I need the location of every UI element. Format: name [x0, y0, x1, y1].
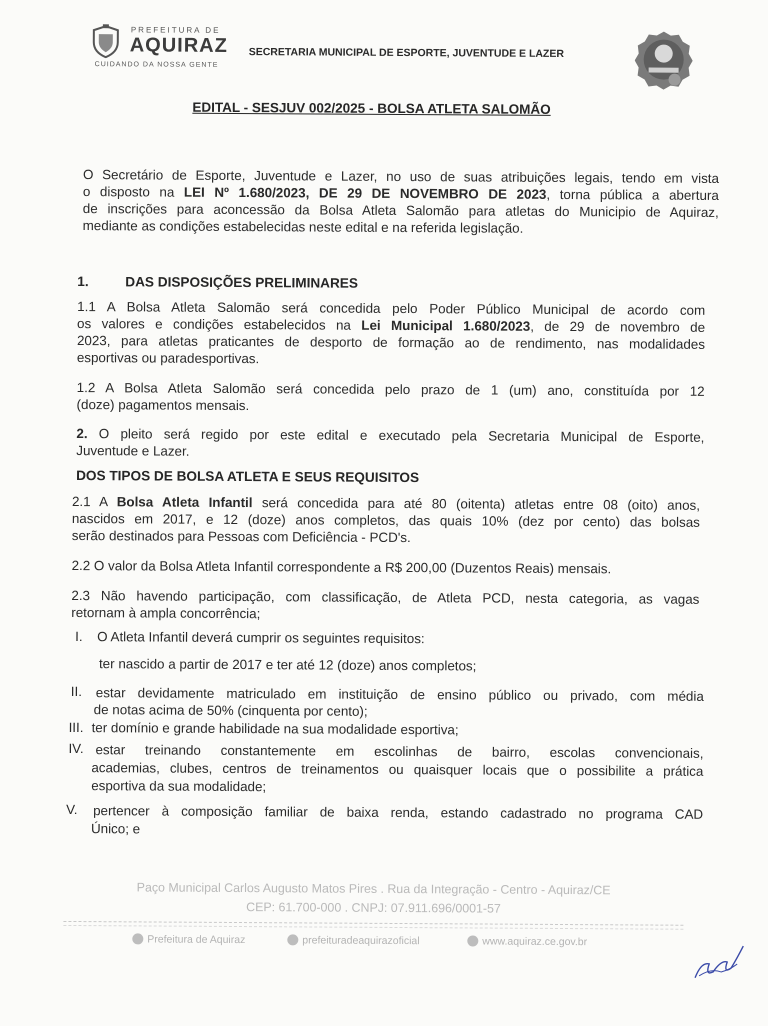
section-2-heading: DOS TIPOS DE BOLSA ATLETA E SEUS REQUISITOS	[76, 468, 420, 486]
footer-website[interactable]	[467, 935, 587, 948]
requirement-V-line-2: Único; e	[90, 821, 141, 837]
clause-1-2-line-1: 1.2 A Bolsa Atleta Salomão será concedida pelo prazo de 1 (um) ano, constituída por 12	[76, 380, 705, 399]
requirement-III-line-1: ter domínio e grande habilidade na sua modalidade esportiva;	[91, 720, 459, 738]
footer-instagram[interactable]	[287, 934, 419, 947]
clause-2-1-line-3: serão destinados para Pessoas com Deficiência - PCD's.	[71, 527, 411, 546]
section-1-number: 1.	[77, 274, 89, 290]
requirement-I-line-1: O Atleta Infantil deverá cumprir os seguintes requisitos:	[97, 629, 425, 647]
requirement-IV-line-2: academias, clubes, centros de treinamentos ou quaisquer locais que o possibilite a prática	[91, 760, 704, 779]
clause-2-1-line-1: 2.1 A Bolsa Atleta Infantil será concedida para até 80 (oitenta) atletas entre 08 (oito) anos,	[71, 493, 701, 513]
clause-1-2-line-2: (doze) pagamentos mensais.	[76, 397, 250, 414]
facebook-icon	[132, 933, 143, 944]
requirement-II-line-1: estar devidamente matriculado em instituição de ensino público ou privado, com média	[95, 685, 704, 704]
requirement-IV-line-3: esportiva da sua modalidade;	[91, 778, 267, 795]
intro-line-4: mediante as condições estabelecidas neste edital e na referida legislação.	[82, 218, 524, 236]
footer-divider	[63, 921, 683, 930]
requirement-IV-number: IV.	[68, 740, 84, 757]
footer-address	[63, 878, 683, 920]
section-1-heading: DAS DISPOSIÇÕES PRELIMINARES	[125, 274, 359, 291]
signature-icon	[687, 942, 747, 982]
edital-title: EDITAL - SESJUV 002/2025 - BOLSA ATLETA SALOMÃO	[192, 99, 551, 117]
requirement-I-number: I.	[75, 629, 83, 645]
clause-2-3-line-2: retornam à ampla concorrência;	[71, 604, 261, 622]
requirement-II-number: II.	[70, 683, 83, 700]
instagram-icon	[287, 934, 298, 945]
facebook-label: Prefeitura de Aquiraz	[147, 933, 246, 947]
requirement-II-line-2: de notas acima de 50% (cinquenta por cento);	[93, 702, 368, 719]
sesjuv-seal-icon	[635, 29, 693, 91]
requirement-V-line-1: pertencer à composição familiar de baixa renda, estando cadastrado no programa CAD	[93, 803, 704, 822]
intro-line-2: o disposto na LEI Nº 1.680/2023, DE 29 DE NOVEMBRO DE 2023, torna pública a abertura	[82, 184, 719, 203]
logo-small-text: PREFEITURA DE	[130, 25, 221, 35]
clause-2-line-1: 2. O pleito será regido por este edital e executado pela Secretaria Municipal de Esporte,	[76, 426, 705, 445]
clause-2-3-line-1: 2.3 Não havendo participação, com classificação, de Atleta PCD, nesta categoria, as vagas	[71, 587, 700, 607]
intro-line-3: de inscrições para aconcessão da Bolsa Atleta Salomão para atletas do Municipio de Aquiraz,	[82, 201, 719, 220]
requirement-III-number: III.	[68, 719, 84, 736]
logo-main-text: AQUIRAZ	[129, 34, 228, 57]
clause-2-2: 2.2 O valor da Bolsa Atleta Infantil correspondente a R$ 200,00 (Duzentos Reais) mensais.	[71, 557, 612, 577]
clause-1-1-line-1: 1.1 A Bolsa Atleta Salomão será concedida pelo Poder Público Municipal de acordo com	[77, 299, 706, 318]
aquiraz-logo	[91, 22, 231, 73]
website-label: www.aquiraz.ce.gov.br	[482, 935, 588, 949]
footer-facebook[interactable]	[132, 933, 245, 946]
clause-2-line-2: Juventude e Lazer.	[76, 443, 190, 459]
footer-cep-cnpj: CEP: 61.700-000 . CNPJ: 07.911.696/0001-57	[246, 900, 501, 916]
clause-1-1-line-2: os valores e condições estabelecidos na Lei Municipal 1.680/2023, de 29 de novembro de	[77, 316, 706, 335]
intro-line-1: O Secretário de Esporte, Juventude e Lazer, no uso de suas atribuições legais, tendo em vista	[82, 167, 720, 186]
instagram-label: prefeituradeaquirazoficial	[302, 934, 420, 948]
clause-1-1-line-4: esportivas ou paradesportivas.	[76, 350, 260, 367]
requirement-I-line-2: ter nascido a partir de 2017 e ter até 12 (doze) anos completos;	[98, 656, 477, 674]
footer-address-line: Paço Municipal Carlos Augusto Matos Pires . Rua da Integração - Centro - Aquiraz/CE	[136, 880, 611, 898]
city-crest-icon	[91, 24, 121, 58]
department-name: SECRETARIA MUNICIPAL DE ESPORTE, JUVENTUDE E LAZER	[248, 46, 564, 60]
logo-tagline: CUIDANDO DA NOSSA GENTE	[94, 61, 219, 69]
clause-1-1-line-3: 2023, para atletas praticantes de desporto de formação ao de rendimento, nas modalidades	[76, 333, 706, 352]
clause-2-1-line-2: nascidos em 2017, e 12 (doze) anos completos, das quais 10% (dez por cento) das bolsas	[71, 510, 700, 530]
requirement-V-number: V.	[66, 801, 78, 818]
requirement-IV-line-1: estar treinando constantemente em escolinhas de bairro, escolas convencionais,	[95, 742, 704, 761]
globe-icon	[467, 935, 478, 946]
